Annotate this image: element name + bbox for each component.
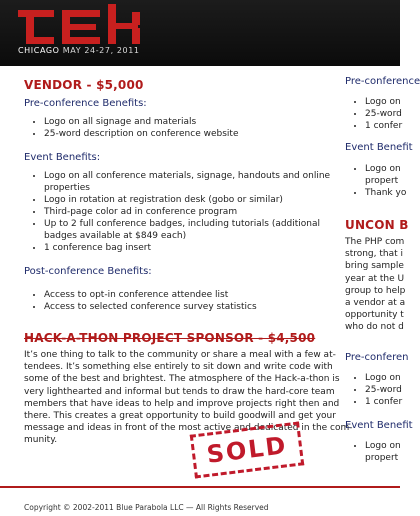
right-pre2-title: Pre-conferen xyxy=(345,352,409,363)
list-item: • Logo on xyxy=(365,96,402,108)
unconference-title: UNCON B xyxy=(345,218,409,232)
vendor-event-list xyxy=(24,170,344,254)
list-item: • Access to selected conference survey statistics xyxy=(44,301,344,313)
vendor-post-list xyxy=(24,289,344,313)
event-dates: MAY 24-27, 2011 xyxy=(62,46,140,55)
hackathon-title: HACK-A-THON PROJECT SPONSOR - $4,500 xyxy=(24,331,316,345)
vendor-title: VENDOR - $5,000 xyxy=(24,78,144,92)
event-location-dates xyxy=(18,46,140,55)
list-item: • Up to 2 full conference badges, including tutorials (additional badges available at $849 each) xyxy=(44,218,344,242)
list-item: • Thank yo xyxy=(365,187,406,199)
list-item: • Logo on all conference materials, signage, handouts and online properties xyxy=(44,170,344,194)
tek-logo xyxy=(18,4,158,48)
right-event2-title: Event Benefit xyxy=(345,420,413,431)
paragraph-line: a vendor at a xyxy=(345,298,406,309)
list-item: • Third-page color ad in conference program xyxy=(44,206,344,218)
list-item: • Logo in rotation at registration desk (gobo or similar) xyxy=(44,194,344,206)
paragraph-line: year at the U xyxy=(345,273,405,284)
paragraph-line: tendees. It’s something else entirely to sit down and write code with xyxy=(24,362,333,373)
right-pre2-list xyxy=(345,372,402,408)
paragraph-line: members that have ideas to help and improve projects right then and xyxy=(24,398,340,409)
list-item: • 25-word xyxy=(365,108,402,120)
paragraph-line: The PHP com xyxy=(345,237,405,247)
right-event-list xyxy=(345,163,406,199)
list-item: • Logo on propert xyxy=(365,440,401,464)
sold-stamp-text: SOLD xyxy=(205,431,289,469)
list-item: • Logo on propert xyxy=(365,163,406,187)
paragraph-line: very lighthearted and informal but tends to draw the hard-core team xyxy=(24,386,335,397)
paragraph-line: strong, that i xyxy=(345,249,404,260)
right-event2-list xyxy=(345,440,401,464)
right-pre-title: Pre-conference xyxy=(345,76,420,87)
paragraph-line: opportunity t xyxy=(345,310,404,321)
list-item: • 25-word xyxy=(365,384,402,396)
paragraph-line: some of the best and brightest. The atmosphere of the Hack-a-thon is xyxy=(24,374,340,385)
right-column xyxy=(345,66,420,486)
right-event-title: Event Benefit xyxy=(345,142,413,153)
list-item: • 1 confer xyxy=(365,120,402,132)
paragraph-line: munity. xyxy=(24,435,58,446)
list-item: • 1 confer xyxy=(365,396,402,408)
event-city: CHICAGO xyxy=(18,46,60,55)
paragraph-line: there. This creates a great opportunity to build goodwill and get your xyxy=(24,411,336,422)
paragraph-line: message and ideas in front of the most active and dedicated in the com- xyxy=(24,423,353,434)
vendor-post-title: Post-conference Benefits: xyxy=(24,266,152,277)
list-item: • Logo on xyxy=(365,372,402,384)
paragraph-line: who do not d xyxy=(345,322,404,333)
footer-copyright: Copyright © 2002-2011 Blue Parabola LLC — All Rights Reserved xyxy=(24,503,269,512)
paragraph-line: It’s one thing to talk to the community or share a meal with a few at- xyxy=(24,350,336,360)
list-item: • Access to opt-in conference attendee list xyxy=(44,289,344,301)
unconference-description xyxy=(345,236,405,334)
right-pre-list xyxy=(345,96,402,132)
vendor-pre-list xyxy=(24,116,344,140)
list-item: • 1 conference bag insert xyxy=(44,242,344,254)
vendor-event-title: Event Benefits: xyxy=(24,152,101,163)
list-item: • Logo on all signage and materials xyxy=(44,116,344,128)
paragraph-line: group to help xyxy=(345,285,406,296)
header-banner xyxy=(0,0,400,66)
vendor-pre-title: Pre-conference Benefits: xyxy=(24,98,147,109)
list-item: • 25-word description on conference website xyxy=(44,128,344,140)
paragraph-line: bring sample xyxy=(345,261,404,272)
footer-divider xyxy=(0,486,400,488)
